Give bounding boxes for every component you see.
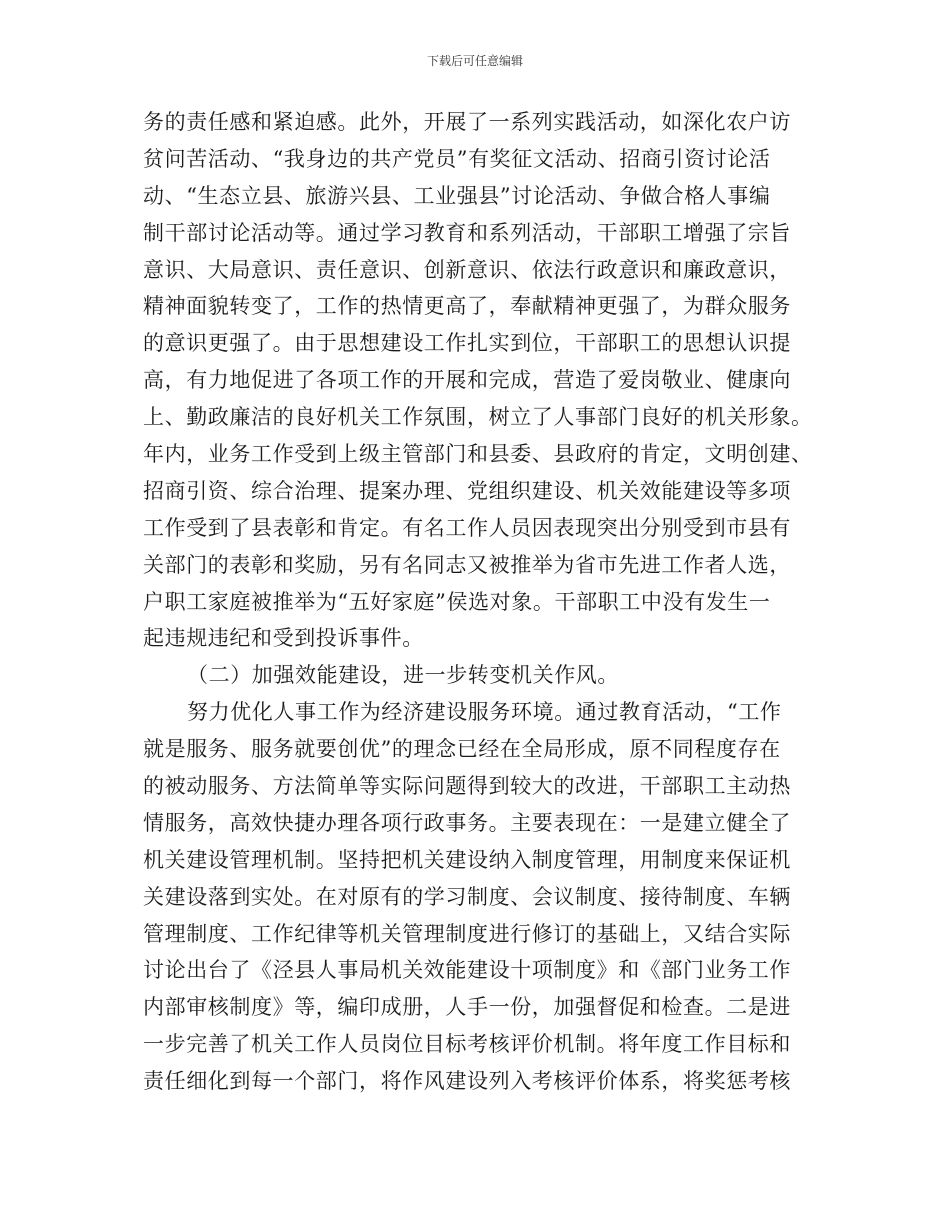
document-body [143, 104, 813, 1100]
text-line: 努力优化人事工作为经济建设服务环境。通过教育活动，“工作 [187, 700, 782, 725]
text-line: 关建设落到实处。在对原有的学习制度、会议制度、接待制度、车辆 [143, 884, 791, 909]
text-line: 户职工家庭被推举为“五好家庭”侯选对象。干部职工中没有发生一 [143, 589, 771, 614]
text-line: 关部门的表彰和奖励，另有名同志又被推举为省市先进工作者人选， [143, 552, 791, 577]
text-line: 动、“生态立县、旅游兴县、工业强县”讨论活动、争做合格人事编 [143, 183, 771, 208]
text-line: 情服务，高效快捷办理各项行政事务。主要表现在：一是建立健全了 [143, 810, 791, 835]
text-line: 的被动服务、方法简单等实际问题得到较大的改进，干部职工主动热 [143, 774, 791, 799]
text-line: 年内，业务工作受到上级主管部门和县委、县政府的肯定，文明创建、 [143, 442, 813, 467]
text-line: 上、勤政廉洁的良好机关工作氛围，树立了人事部门良好的机关形象。 [143, 405, 813, 430]
text-line: 高，有力地促进了各项工作的开展和完成，营造了爱岗敬业、健康向 [143, 368, 791, 393]
text-line: （二）加强效能建设，进一步转变机关作风。 [187, 663, 619, 688]
text-line: 的意识更强了。由于思想建设工作扎实到位，干部职工的思想认识提 [143, 331, 791, 356]
text-line: 管理制度、工作纪律等机关管理制度进行修订的基础上，又结合实际 [143, 921, 791, 946]
text-line: 起违规违纪和受到投诉事件。 [143, 626, 424, 651]
text-line: 招商引资、综合治理、提案办理、党组织建设、机关效能建设等多项 [143, 478, 791, 503]
text-line: 一步完善了机关工作人员岗位目标考核评价机制。将年度工作目标和 [143, 1032, 791, 1057]
text-line: 责任细化到每一个部门，将作风建设列入考核评价体系，将奖惩考核 [143, 1069, 791, 1094]
text-line: 就是服务、服务就要创优”的理念已经在全局形成，原不同程度存在 [143, 737, 781, 762]
text-line: 内部审核制度》等，编印成册，人手一份，加强督促和检查。二是进 [143, 995, 791, 1020]
text-line: 贫问苦活动、“我身边的共产党员”有奖征文活动、招商引资讨论活 [143, 146, 771, 171]
text-line: 工作受到了县表彰和肯定。有名工作人员因表现突出分别受到市县有 [143, 515, 791, 540]
text-line: 制干部讨论活动等。通过学习教育和系列活动，干部职工增强了宗旨 [143, 220, 791, 245]
text-line: 意识、大局意识、责任意识、创新意识、依法行政意识和廉政意识， [143, 257, 791, 282]
text-line: 讨论出台了《泾县人事局机关效能建设十项制度》和《部门业务工作 [143, 958, 791, 983]
page-header: 下载后可任意编辑 [426, 54, 523, 68]
text-line: 机关建设管理机制。坚持把机关建设纳入制度管理，用制度来保证机 [143, 847, 791, 872]
text-line: 务的责任感和紧迫感。此外，开展了一系列实践活动，如深化农户访 [143, 110, 791, 134]
text-line: 精神面貌转变了，工作的热情更高了，奉献精神更强了，为群众服务 [143, 294, 791, 319]
